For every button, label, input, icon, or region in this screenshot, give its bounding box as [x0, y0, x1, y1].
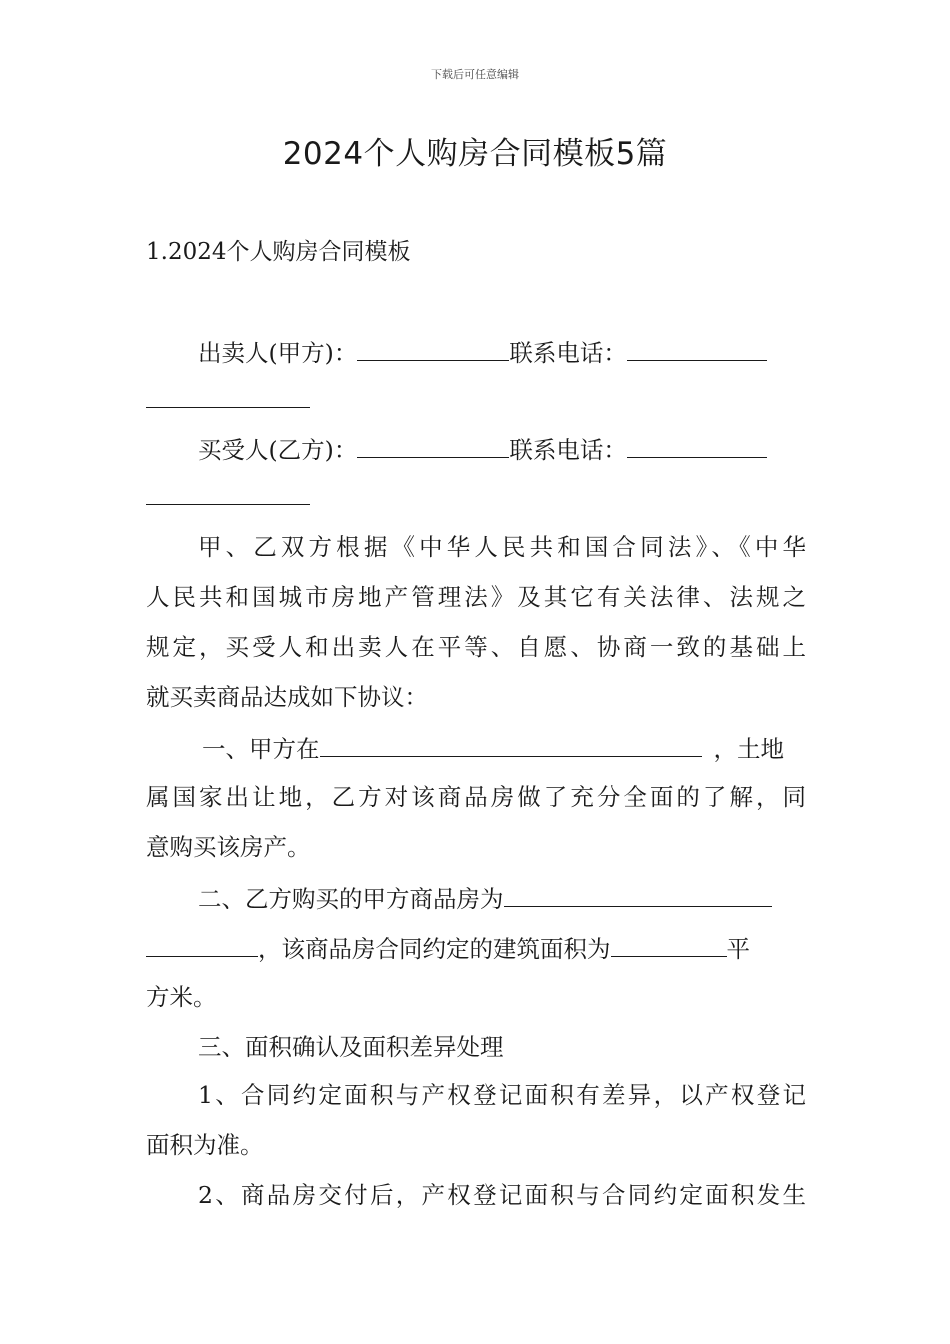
clause1-suffix: ，土地	[713, 735, 784, 763]
intro-line-1: 甲、乙双方根据《中华人民共和国合同法》、《中华	[198, 533, 806, 561]
section-heading: 1.2024个人购房合同模板	[146, 239, 411, 265]
clause2-property-blank[interactable]	[504, 882, 772, 907]
clause2-property-blank-continued[interactable]	[146, 932, 258, 957]
seller-phone-blank[interactable]	[627, 336, 767, 361]
clause2-line-3: 方米。	[146, 983, 217, 1011]
clause2-area-blank[interactable]	[611, 932, 727, 957]
buyer-line-continued	[146, 480, 806, 512]
seller-line	[146, 336, 806, 368]
buyer-label: 买受人(乙方)：	[198, 436, 358, 464]
clause2-line-1	[146, 882, 806, 914]
clause1-line-2: 属国家出让地，乙方对该商品房做了充分全面的了解，同	[146, 783, 806, 811]
buyer-phone-blank-continued[interactable]	[146, 480, 310, 505]
buyer-name-blank[interactable]	[357, 433, 509, 458]
clause1-line-3: 意购买该房产。	[146, 833, 311, 861]
seller-phone-blank-continued[interactable]	[146, 383, 310, 408]
document-title: 2024个人购房合同模板5篇	[282, 136, 668, 172]
clause2-prefix: 二、乙方购买的甲方商品房为	[198, 885, 504, 913]
seller-label: 出卖人(甲方)：	[198, 339, 358, 367]
clause2-middle: ，该商品房合同约定的建筑面积为	[258, 935, 611, 963]
intro-line-2: 人民共和国城市房地产管理法》及其它有关法律、法规之	[146, 583, 806, 611]
buyer-phone-label: 联系电话：	[509, 436, 627, 464]
clause3-item1-line-2: 面积为准。	[146, 1131, 264, 1159]
clause2-line-2	[146, 932, 806, 964]
clause2-suffix: 平	[726, 935, 750, 963]
header-note: 下载后可任意编辑	[431, 68, 519, 81]
clause3-item1-line-1: 1、合同约定面积与产权登记面积有差异，以产权登记	[198, 1081, 806, 1109]
clause1-line-1	[146, 732, 806, 764]
clause3-heading: 三、面积确认及面积差异处理	[198, 1033, 504, 1061]
clause3-item2-line-1: 2、商品房交付后，产权登记面积与合同约定面积发生	[198, 1181, 806, 1209]
clause1-prefix: 一、甲方在	[202, 735, 320, 763]
intro-line-3: 规定，买受人和出卖人在平等、自愿、协商一致的基础上	[146, 633, 806, 661]
clause1-location-blank[interactable]	[320, 732, 702, 757]
seller-phone-label: 联系电话：	[509, 339, 627, 367]
buyer-line	[146, 433, 806, 465]
seller-name-blank[interactable]	[357, 336, 509, 361]
intro-line-4: 就买卖商品达成如下协议：	[146, 683, 428, 711]
buyer-phone-blank[interactable]	[627, 433, 767, 458]
seller-line-continued	[146, 383, 806, 415]
